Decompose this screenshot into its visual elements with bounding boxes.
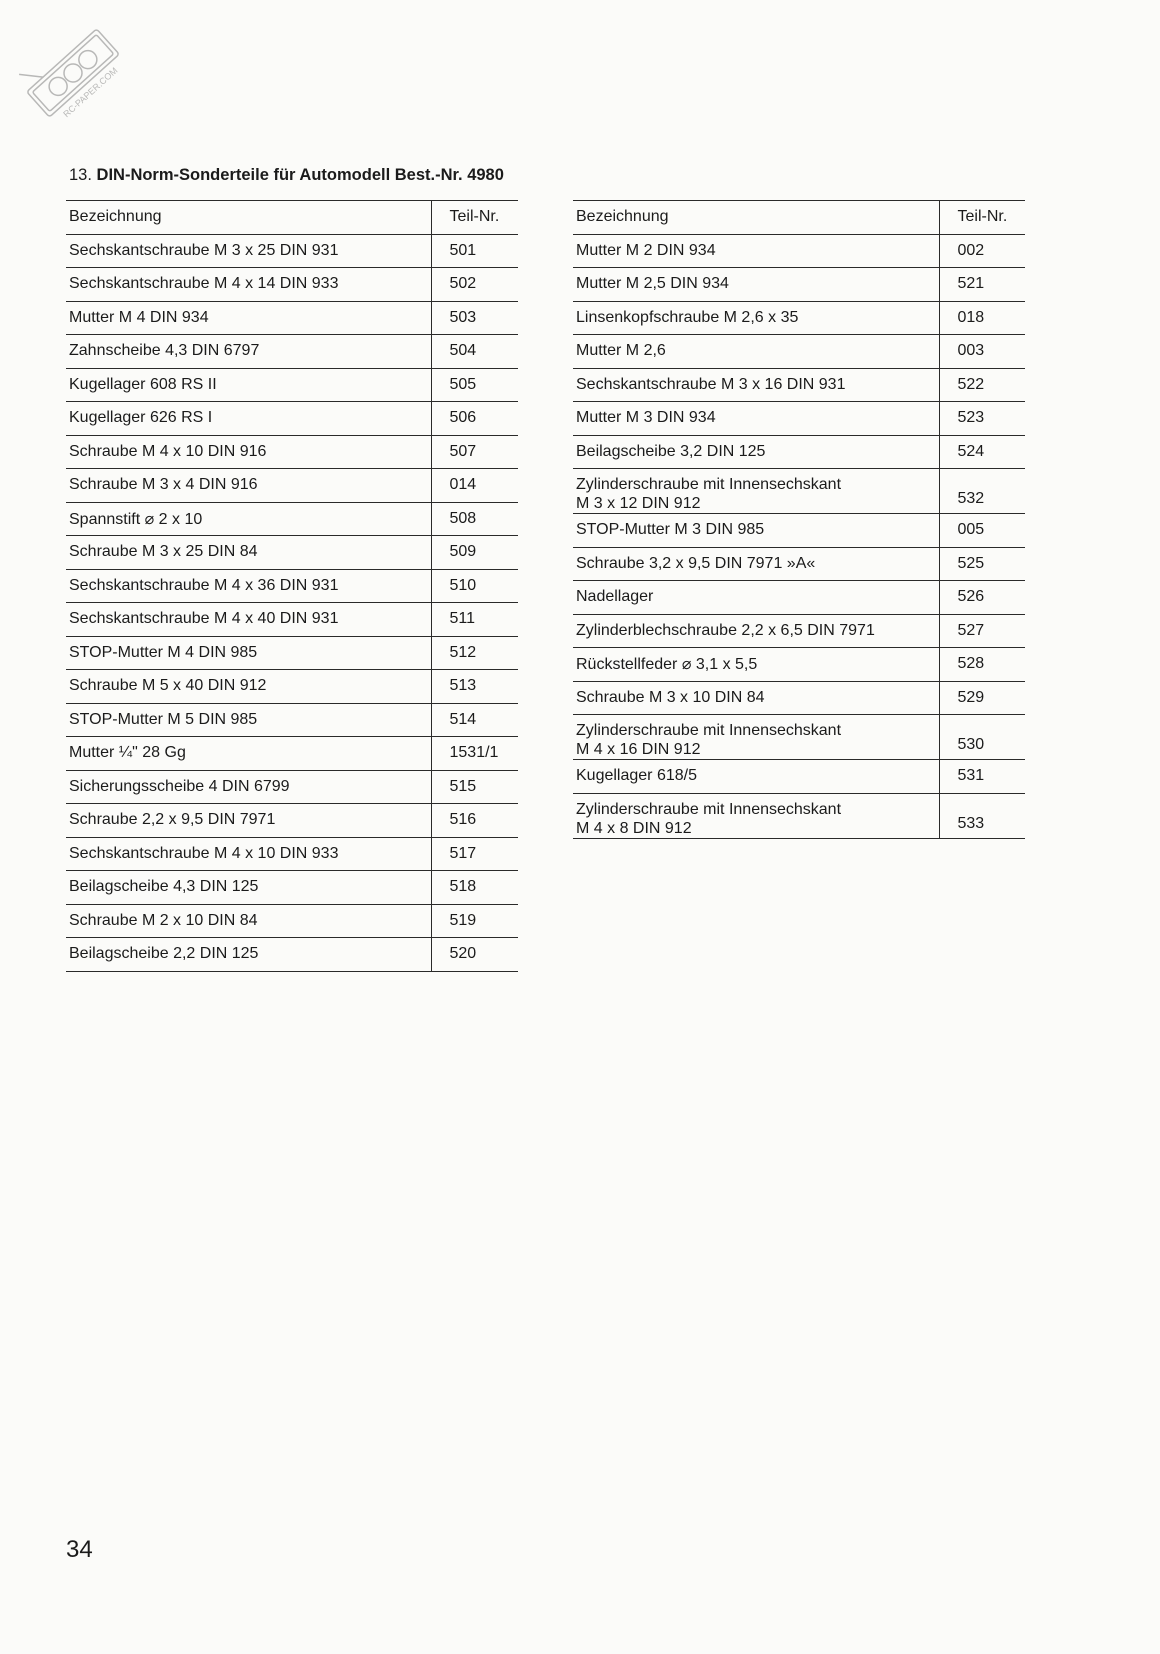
part-name: Beilagscheibe 4,3 DIN 125 (66, 871, 431, 905)
table-row (66, 502, 518, 536)
part-name-line: M 4 x 8 DIN 912 (576, 819, 692, 837)
part-name: Sechskantschraube M 4 x 14 DIN 933 (66, 268, 431, 302)
table-header-row (66, 201, 518, 235)
part-number: 511 (431, 603, 518, 637)
part-name-line: Zylinderschraube mit Innensechskant (576, 722, 842, 739)
part-name: Linsenkopfschraube M 2,6 x 35 (573, 301, 939, 335)
part-name (573, 469, 939, 514)
part-name: Mutter ¼" 28 Gg (66, 737, 431, 771)
part-number: 522 (939, 368, 1025, 402)
part-number: 530 (939, 715, 1025, 760)
table-row (66, 335, 518, 369)
part-name: Mutter M 3 DIN 934 (573, 402, 939, 436)
part-number: 515 (431, 770, 518, 804)
part-name: Kugellager 618/5 (573, 760, 939, 794)
part-name: Mutter M 2 DIN 934 (573, 234, 939, 268)
part-number: 510 (431, 569, 518, 603)
table-row (573, 335, 1025, 369)
part-name-line: M 4 x 16 DIN 912 (576, 741, 701, 758)
part-name: STOP-Mutter M 4 DIN 985 (66, 636, 431, 670)
rc-paper-watermark-logo (18, 18, 128, 128)
table-row (66, 569, 518, 603)
part-name: Schraube M 3 x 10 DIN 84 (573, 681, 939, 715)
part-number: 523 (939, 402, 1025, 436)
part-number: 504 (431, 335, 518, 369)
table-row (573, 435, 1025, 469)
part-number: 508 (431, 502, 518, 536)
part-name (573, 715, 939, 760)
table-row (573, 581, 1025, 615)
part-number: 520 (431, 938, 518, 972)
table-row (66, 737, 518, 771)
table-row (573, 301, 1025, 335)
part-number: 506 (431, 402, 518, 436)
column-header-teil-nr: Teil-Nr. (939, 201, 1025, 235)
part-name-line: Zylinderschraube mit Innensechskant (576, 476, 842, 493)
section-heading (69, 166, 504, 185)
table-row (66, 938, 518, 972)
part-name-line: Zylinderschraube mit Innensechskant (576, 800, 842, 818)
table-row (573, 715, 1025, 760)
part-name: Zylinderblechschraube 2,2 x 6,5 DIN 7971 (573, 614, 939, 648)
table-row (573, 234, 1025, 268)
part-name: Beilagscheibe 3,2 DIN 125 (573, 435, 939, 469)
table-row (66, 703, 518, 737)
part-number: 514 (431, 703, 518, 737)
table-row (66, 871, 518, 905)
part-number: 509 (431, 536, 518, 570)
part-number: 002 (939, 234, 1025, 268)
part-number: 005 (939, 514, 1025, 548)
part-name: Nadellager (573, 581, 939, 615)
part-number: 505 (431, 368, 518, 402)
table-row (573, 614, 1025, 648)
table-row (573, 402, 1025, 436)
part-number: 512 (431, 636, 518, 670)
part-number: 1531/1 (431, 737, 518, 771)
table-row (573, 681, 1025, 715)
part-name: STOP-Mutter M 5 DIN 985 (66, 703, 431, 737)
part-name: Rückstellfeder ⌀ 3,1 x 5,5 (573, 648, 939, 682)
part-name: Spannstift ⌀ 2 x 10 (66, 502, 431, 536)
table-row (573, 268, 1025, 302)
part-name: Sicherungsscheibe 4 DIN 6799 (66, 770, 431, 804)
table-row (66, 670, 518, 704)
part-number: 018 (939, 301, 1025, 335)
table-row (573, 514, 1025, 548)
table-row (66, 636, 518, 670)
table-row (573, 368, 1025, 402)
part-name: Schraube M 5 x 40 DIN 912 (66, 670, 431, 704)
part-number: 516 (431, 804, 518, 838)
part-number: 529 (939, 681, 1025, 715)
parts-table-left (66, 200, 518, 972)
part-number: 531 (939, 760, 1025, 794)
section-title: DIN-Norm-Sonderteile für Automodell Best.-Nr. 4980 (96, 166, 504, 184)
part-number: 518 (431, 871, 518, 905)
column-header-teil-nr: Teil-Nr. (431, 201, 518, 235)
table-row (66, 301, 518, 335)
table-row (573, 760, 1025, 794)
part-name: Schraube M 2 x 10 DIN 84 (66, 904, 431, 938)
part-number: 526 (939, 581, 1025, 615)
table-row (66, 770, 518, 804)
table-row (66, 469, 518, 503)
table-row (66, 368, 518, 402)
part-number: 524 (939, 435, 1025, 469)
section-number: 13. (69, 166, 92, 184)
part-name: Sechskantschraube M 4 x 10 DIN 933 (66, 837, 431, 871)
part-name: Sechskantschraube M 3 x 16 DIN 931 (573, 368, 939, 402)
part-number: 502 (431, 268, 518, 302)
table-row (66, 234, 518, 268)
column-header-bezeichnung: Bezeichnung (573, 201, 939, 235)
part-name: Schraube M 3 x 4 DIN 916 (66, 469, 431, 503)
table-row (66, 435, 518, 469)
part-name-line: M 3 x 12 DIN 912 (576, 495, 701, 512)
part-name: Mutter M 2,6 (573, 335, 939, 369)
page-number: 34 (66, 1536, 93, 1563)
part-number: 503 (431, 301, 518, 335)
part-number: 533 (939, 793, 1025, 838)
part-number: 014 (431, 469, 518, 503)
part-number: 517 (431, 837, 518, 871)
part-number: 521 (939, 268, 1025, 302)
part-number: 513 (431, 670, 518, 704)
part-number: 507 (431, 435, 518, 469)
parts-table-right (573, 200, 1025, 839)
part-name: Mutter M 4 DIN 934 (66, 301, 431, 335)
part-number: 501 (431, 234, 518, 268)
part-name: Schraube M 4 x 10 DIN 916 (66, 435, 431, 469)
table-row (66, 904, 518, 938)
table-header-row (573, 201, 1025, 235)
part-name: Mutter M 2,5 DIN 934 (573, 268, 939, 302)
part-name (573, 793, 939, 838)
part-name: Schraube M 3 x 25 DIN 84 (66, 536, 431, 570)
part-number: 528 (939, 648, 1025, 682)
part-number: 003 (939, 335, 1025, 369)
part-name: Schraube 3,2 x 9,5 DIN 7971 »A« (573, 547, 939, 581)
table-row (573, 469, 1025, 514)
part-number: 525 (939, 547, 1025, 581)
part-name: STOP-Mutter M 3 DIN 985 (573, 514, 939, 548)
table-row (573, 648, 1025, 682)
part-name: Sechskantschraube M 3 x 25 DIN 931 (66, 234, 431, 268)
table-row (66, 804, 518, 838)
part-number: 527 (939, 614, 1025, 648)
table-row (573, 547, 1025, 581)
part-name: Kugellager 608 RS II (66, 368, 431, 402)
column-header-bezeichnung: Bezeichnung (66, 201, 431, 235)
table-row (66, 268, 518, 302)
part-name: Sechskantschraube M 4 x 40 DIN 931 (66, 603, 431, 637)
table-row (573, 793, 1025, 838)
svg-text:RC-PAPER.COM: RC-PAPER.COM (61, 65, 120, 120)
part-name: Sechskantschraube M 4 x 36 DIN 931 (66, 569, 431, 603)
table-row (66, 536, 518, 570)
part-name: Zahnscheibe 4,3 DIN 6797 (66, 335, 431, 369)
part-name: Kugellager 626 RS I (66, 402, 431, 436)
part-name: Beilagscheibe 2,2 DIN 125 (66, 938, 431, 972)
part-name: Schraube 2,2 x 9,5 DIN 7971 (66, 804, 431, 838)
part-number: 519 (431, 904, 518, 938)
table-row (66, 837, 518, 871)
table-row (66, 603, 518, 637)
table-row (66, 402, 518, 436)
part-number: 532 (939, 469, 1025, 514)
